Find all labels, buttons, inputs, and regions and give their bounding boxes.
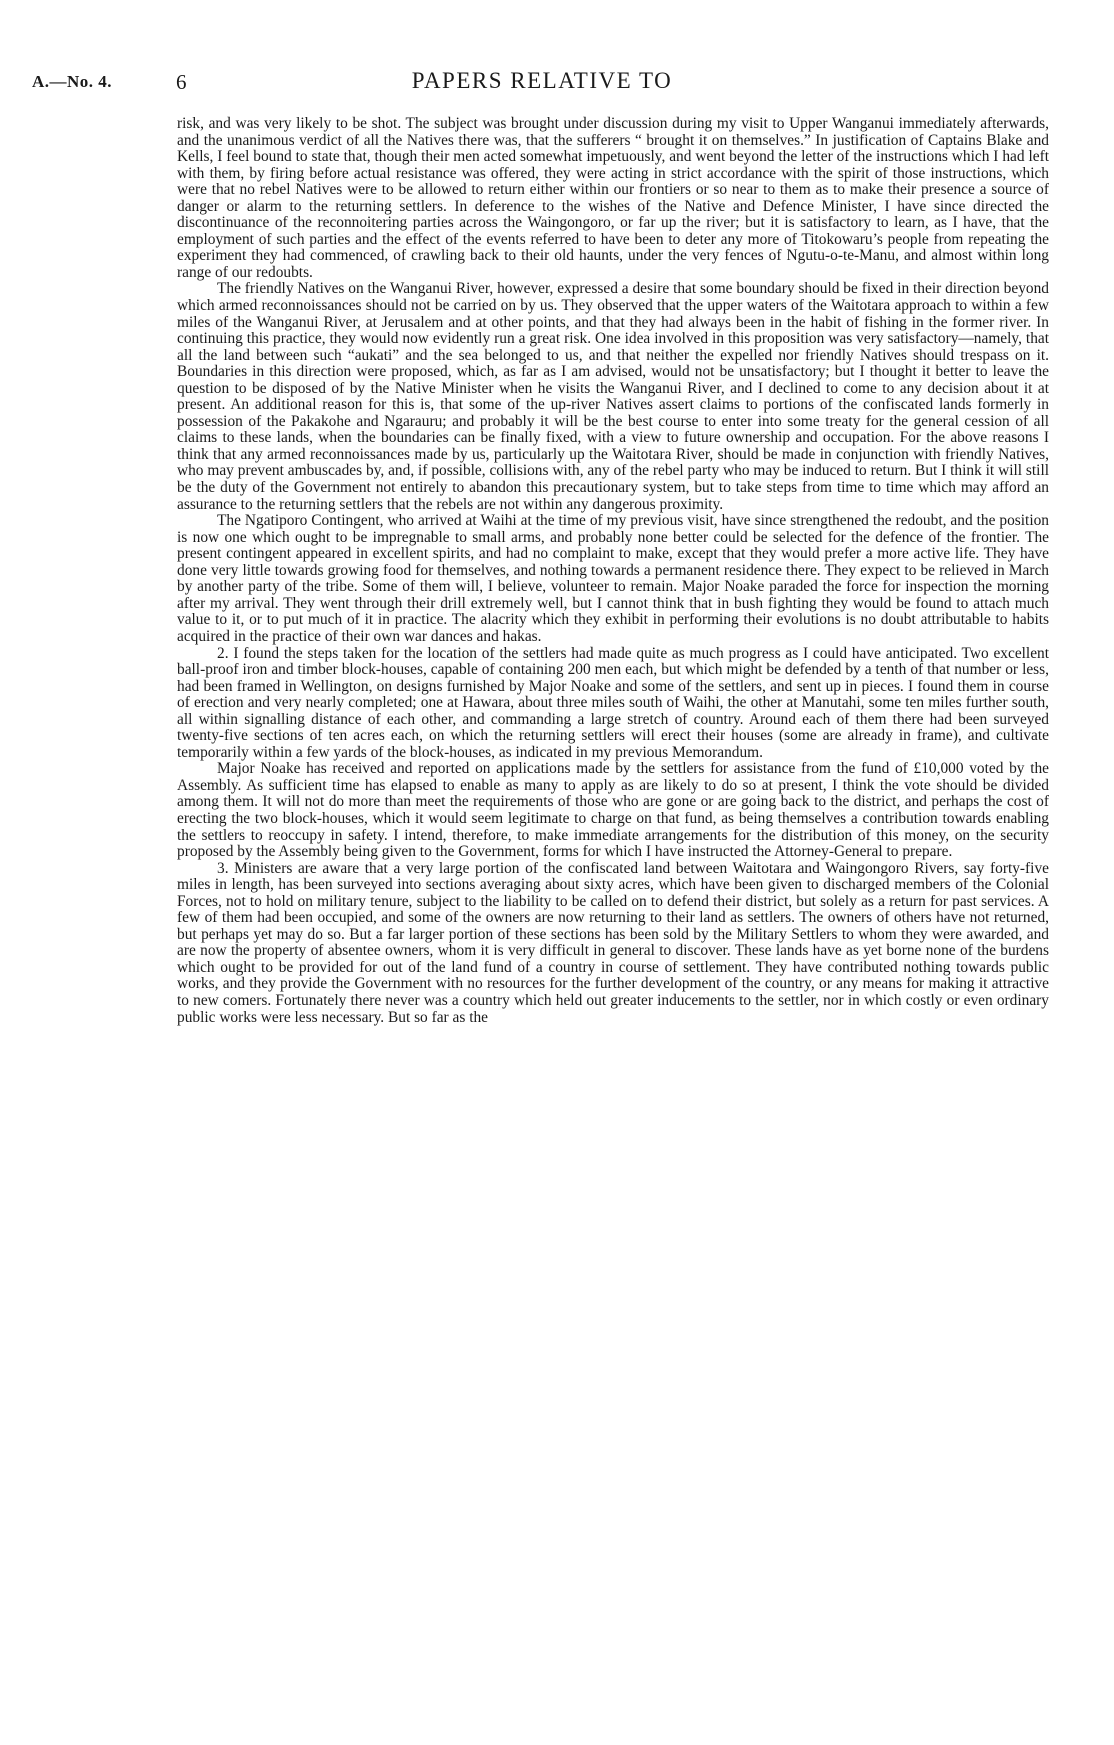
paragraph: The friendly Natives on the Wanganui River, however, expressed a desire that some boundary should be fixed in their direction beyond which armed reconnoissances should not be carried on by us. They observed that the upper waters of the Waitotara approach to within a few miles of the Wanganui River, at Jerusalem and at other points, and that they had always been in the habit of fishing in the former river. In continuing this practice, they would now evidently run a great risk. One idea involved in this proposition was very satisfactory—namely, that all the land between such “aukati” and the sea belonged to us, and that neither the expelled nor friendly Natives should trespass on it. Boundaries in this direction were proposed, which, as far as I am advised, would not be unsatisfactory; but I thought it better to leave the question to be disposed of by the Native Minister when he visits the Wanganui River, and I declined to come to any decision about it at present. An additional reason for this is, that some of the up-river Natives assert claims to portions of the confiscated lands formerly in possession of the Pakakohe and Ngarauru; and probably it will be the best course to enter into some treaty for the general cession of all claims to these lands, when the boundaries can be finally fixed, with a view to future ownership and occupation. For the above reasons I think that any armed reconnoissances made by us, particularly up the Waitotara River, should be made in conjunction with friendly Natives, who may prevent ambuscades by, and, if possible, collisions with, any of the rebel party who may be induced to return. But I think it will still be the duty of the Government not entirely to abandon this precautionary system, but to take steps from time to time which may afford an assurance to the returning settlers that the rebels are not within any dangerous proximity. (177, 280, 1049, 513)
document-reference: A.—No. 4. (32, 72, 113, 91)
paragraph: 2. I found the steps taken for the location of the settlers had made quite as much progress as I could have anticipated. Two excellent ball-proof iron and timber block-houses, capable of containing 200 men each, but which might be defended by a tenth of that number or less, had been framed in Wellington, on designs furnished by Major Noake and some of the settlers, and sent up in pieces. I found them in course of erection and very nearly completed; one at Hawara, about three miles south of Waihi, the other at Manutahi, some ten miles further south, all within signalling distance of each other, and commanding a large stretch of country. Around each of them there had been surveyed twenty-five sections of ten acres each, on which the returning settlers will erect their houses (some are already in frame), and cultivate temporarily within a few yards of the block-houses, as indicated in my previous Memorandum. (177, 644, 1049, 761)
paragraph: Major Noake has received and reported on applications made by the settlers for assistance from the fund of £10,000 voted by the Assembly. As sufficient time has elapsed to enable as many to apply as are likely to do so at present, I think the vote should be divided among them. It will not do more than meet the requirements of those who are gone or are going back to the district, and perhaps the cost of erecting the two block-houses, which it would seem legitimate to charge on that fund, as being themselves a contribution towards enabling the settlers to reoccupy in safety. I intend, therefore, to make immediate arrangements for the distribution of this money, on the security proposed by the Assembly being given to the Government, forms for which I have instructed the Attorney-General to prepare. (177, 760, 1049, 861)
paragraph: 3. Ministers are aware that a very large portion of the confiscated land between Waitotara and Waingongoro Rivers, say forty-five miles in length, has been surveyed into sections averaging about sixty acres, which have been given to discharged members of the Colonial Forces, not to hold on military tenure, subject to the liability to be called on to defend their district, but solely as a return for past services. A few of them had been occupied, and some of the owners are now returning to their land as settlers. The owners of others have not returned, but perhaps yet may do so. But a far larger portion of these sections has been sold by the Military Settlers to whom they were awarded, and are now the property of absentee owners, whom it is very difficult in general to discover. These lands have as yet borne none of the burdens which ought to be provided for out of the land fund of a country in course of settlement. They have contributed nothing towards public works, and they provide the Government with no resources for the further development of the country, or any means for making it attractive to new comers. Fortunately there never was a country which held out greater inducements to the settler, nor in which costly or even ordinary public works were less necessary. But so far as the (177, 859, 1049, 1026)
paragraph: The Ngatiporo Contingent, who arrived at Waihi at the time of my previous visit, have since strengthened the redoubt, and the position is now one which ought to be impregnable to small arms, and probably none better could be selected for the defence of the frontier. The present contingent appeared in excellent spirits, and had no complaint to make, except that they would prefer a more active life. They have done very little towards growing food for themselves, and nothing towards a permanent residence there. They expect to be relieved in March by another party of the tribe. Some of them will, I believe, volunteer to remain. Major Noake paraded the force for inspection the morning after my arrival. They went through their drill extremely well, but I cannot think that in bush fighting they would be found to attach much value to it, or to put much of it in practice. The alacrity which they exhibit in performing their evolutions is no doubt attributable to habits acquired in the practice of their own war dances and hakas. (177, 512, 1049, 645)
paragraph: risk, and was very likely to be shot. The subject was brought under discussion during my visit to Upper Wanganui immediately afterwards, and the unanimous verdict of all the Natives there was, that the sufferers “ brought it on themselves.” In justification of Captains Blake and Kells, I feel bound to state that, though their men acted somewhat impetuously, and went beyond the letter of the instructions which I had left with them, by firing before actual resistance was offered, they were acting in strict accordance with the spirit of those instructions, which were that no rebel Natives were to be allowed to return either within our frontiers or so near to them as to make their presence a source of danger or alarm to the returning settlers. In deference to the wishes of the Native and Defence Minister, I have since directed the discontinuance of the reconnoitering parties across the Waingongoro, or far up the river; but it is satisfactory to learn, as I have, that the employment of such parties and the effect of the events referred to have been to deter any more of Titokowaru’s people from repeating the experiment they had commenced, of crawling back to their old haunts, under the very fences of Ngutu-o-te-Manu, and almost within long range of our redoubts. (177, 115, 1049, 281)
running-title: PAPERS RELATIVE TO (411, 68, 673, 93)
document-body (177, 116, 1049, 1026)
page-header (32, 68, 1052, 98)
page-number: 6 (176, 70, 187, 94)
